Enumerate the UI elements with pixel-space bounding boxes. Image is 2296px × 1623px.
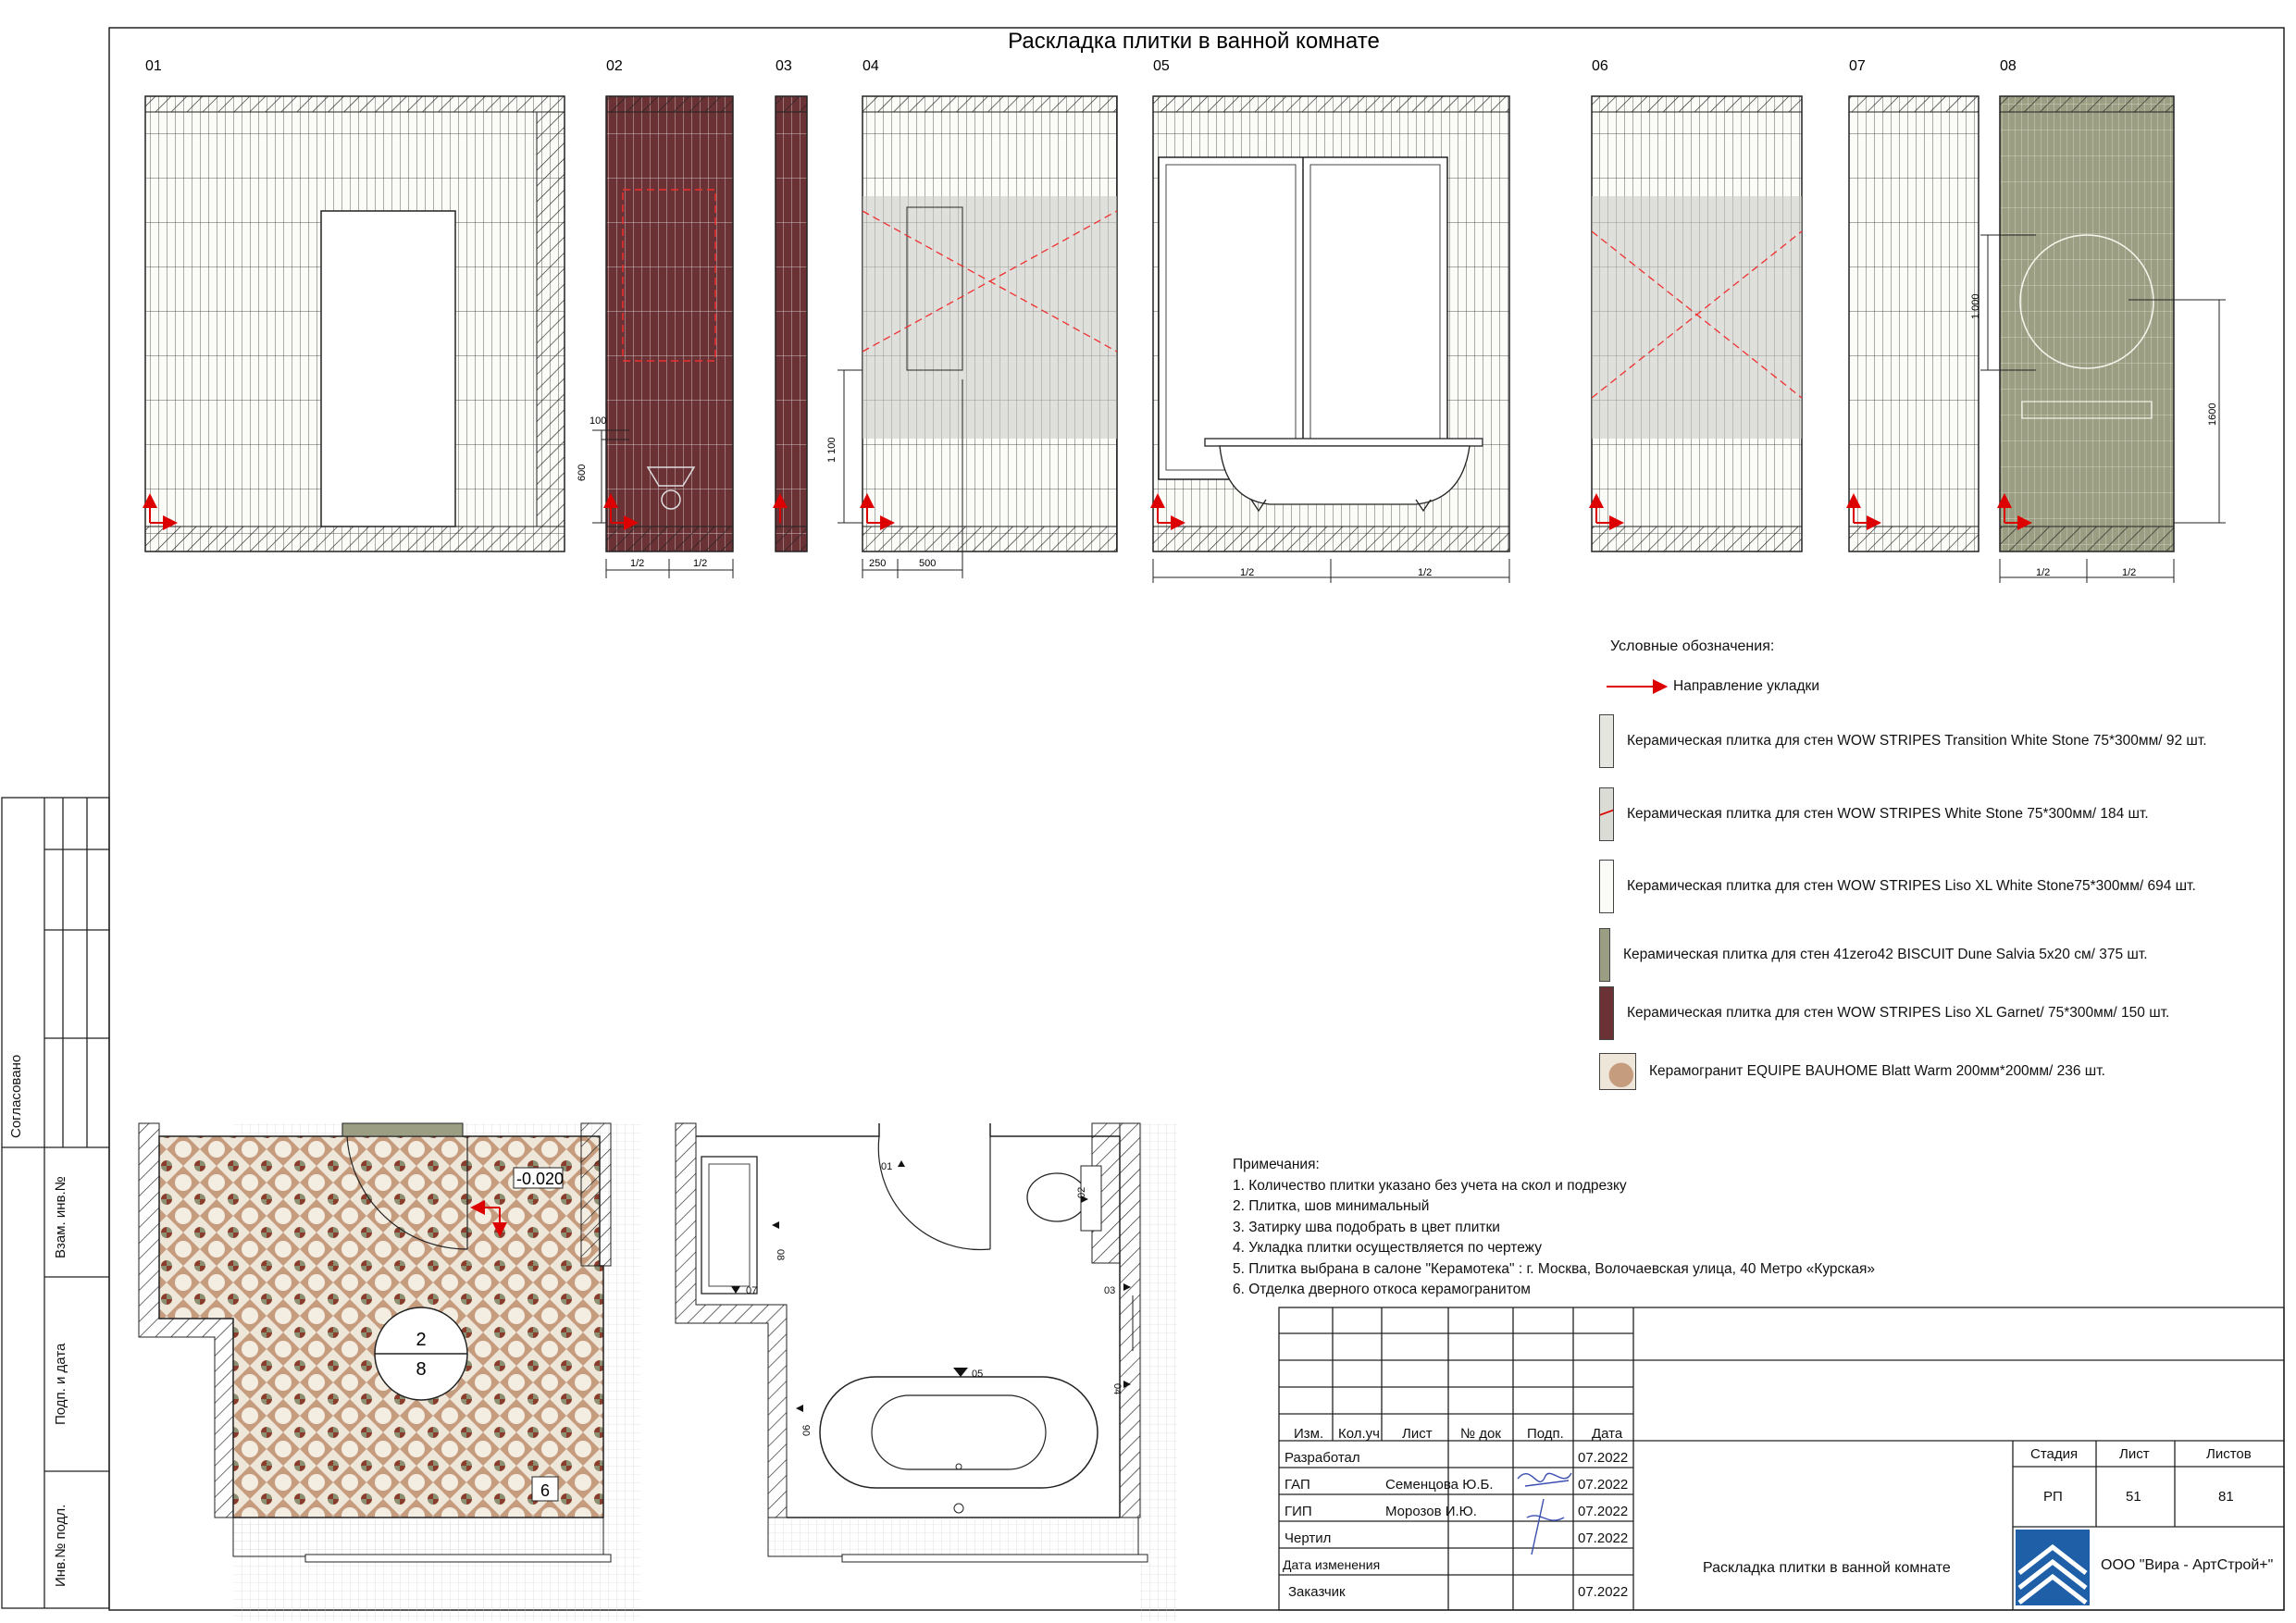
legend-item-label: Керамогранит EQUIPE BAUHOME Blatt Warm 200мм*200мм/ 236 шт. xyxy=(1649,1063,2105,1079)
stamp-inv-orig: Инв.№ подл. xyxy=(53,1504,68,1587)
dim-08-1600: 1600 xyxy=(2207,403,2218,426)
legend-item-3 xyxy=(1599,859,2196,914)
notes xyxy=(1233,1155,1875,1301)
tb-sheets-label: Листов xyxy=(2206,1446,2252,1462)
tb-stage-label: Стадия xyxy=(2030,1446,2079,1462)
view-marker-02: 02 xyxy=(1076,1186,1087,1198)
legend-item-label: Керамическая плитка для стен WOW STRIPES Liso XL Garnet/ 75*300мм/ 150 шт. xyxy=(1627,1005,2170,1021)
note-2: 2. Плитка, шов минимальный xyxy=(1233,1198,1430,1214)
view-marker-06: 06 xyxy=(801,1424,813,1436)
tb-stage: РП xyxy=(2043,1489,2063,1505)
elevation-label-07: 07 xyxy=(1849,58,1866,74)
view-marker-08: 08 xyxy=(775,1249,786,1261)
elevation-label-02: 02 xyxy=(606,58,623,74)
dim-04-250: 250 xyxy=(869,558,887,569)
note-4: 4. Укладка плитки осуществляется по чертежу xyxy=(1233,1240,1542,1256)
swatch-transition-white xyxy=(1599,714,1614,768)
section-marker-bottom: 8 xyxy=(416,1359,427,1380)
legend-header: Условные обозначения: xyxy=(1610,638,1775,654)
arrow-icon xyxy=(1599,679,1673,694)
tb-role-change-date: Дата изменения xyxy=(1283,1557,1381,1572)
section-marker-top: 2 xyxy=(416,1330,427,1350)
view-marker-03: 03 xyxy=(1104,1285,1116,1296)
legend-item-label: Керамическая плитка для стен WOW STRIPES Liso XL White Stone75*300мм/ 694 шт. xyxy=(1627,878,2196,894)
elevation-04 xyxy=(826,96,1117,578)
elevation-label-05: 05 xyxy=(1153,58,1170,74)
view-marker-05: 05 xyxy=(972,1369,984,1380)
notes-header: Примечания: xyxy=(1233,1157,1320,1172)
legend-item-label: Керамическая плитка для стен WOW STRIPES White Stone 75*300мм/ 184 шт. xyxy=(1627,806,2149,822)
legend-item-5 xyxy=(1599,985,2169,1041)
tb-name-gip: Морозов И.Ю. xyxy=(1385,1504,1477,1519)
tb-date-gip: 07.2022 xyxy=(1578,1504,1629,1519)
elevation-03 xyxy=(776,96,807,551)
tb-date-developer: 07.2022 xyxy=(1578,1450,1629,1466)
tb-header-date: Дата xyxy=(1592,1426,1623,1442)
elevation-labels xyxy=(145,58,2017,74)
company-logo xyxy=(2016,1530,2090,1605)
note-6: 6. Отделка дверного откоса керамогранитом xyxy=(1233,1282,1531,1297)
stamp-inv-replace: Взам. инв.№ xyxy=(53,1176,68,1258)
tb-header-sign: Подп. xyxy=(1527,1426,1564,1442)
door-opening xyxy=(321,211,455,527)
stamp-agreed: Согласовано xyxy=(8,1054,24,1138)
elevation-05 xyxy=(1153,96,1509,583)
vanity-unit xyxy=(701,1157,757,1294)
elevation-07 xyxy=(1849,96,1979,551)
tb-date-drafter: 07.2022 xyxy=(1578,1530,1629,1546)
tb-date-customer: 07.2022 xyxy=(1578,1584,1629,1600)
note-1: 1. Количество плитки указано без учета на скол и подрезку xyxy=(1233,1177,1627,1194)
tb-role-customer: Заказчик xyxy=(1288,1584,1346,1600)
tb-company: ООО "Вира - АртСтрой+" xyxy=(2101,1557,2274,1573)
legend-item-2 xyxy=(1599,787,2149,842)
legend-item-4 xyxy=(1599,927,2148,983)
swatch-liso-white xyxy=(1599,860,1614,913)
dim-02-half-right: 1/2 xyxy=(693,558,708,569)
elevation-06 xyxy=(1592,96,1802,551)
tb-role-gap: ГАП xyxy=(1285,1477,1310,1493)
view-marker-07: 07 xyxy=(746,1285,758,1296)
bathtub-plan xyxy=(820,1377,1098,1488)
legend-item-6 xyxy=(1599,1044,2105,1099)
dim-08-1000: 1 000 xyxy=(1970,293,1981,319)
tb-role-developer: Разработал xyxy=(1285,1450,1360,1466)
tb-sheet-label: Лист xyxy=(2119,1446,2150,1462)
signature-gap xyxy=(1518,1473,1571,1486)
tb-header-doc: № док xyxy=(1460,1426,1501,1442)
tb-header-list: Лист xyxy=(1402,1426,1433,1442)
view-marker-01: 01 xyxy=(881,1161,893,1172)
furniture-plan xyxy=(676,1123,1177,1621)
dim-05-half-right: 1/2 xyxy=(1418,567,1433,578)
note-3: 3. Затирку шва подобрать в цвет плитки xyxy=(1233,1219,1500,1235)
dim-04-500: 500 xyxy=(919,558,937,569)
drawing-title: Раскладка плитки в ванной комнате xyxy=(1008,29,1380,54)
view-marker-04: 04 xyxy=(1111,1383,1123,1395)
legend-arrow-label: Направление укладки xyxy=(1673,678,1819,694)
note-5: 5. Плитка выбрана в салоне "Керамотека" : г. Москва, Волочаевская улица, 40 Метро «Курская» xyxy=(1233,1260,1876,1277)
dim-08-half-left: 1/2 xyxy=(2036,567,2051,578)
note-ref-label: 6 xyxy=(540,1481,551,1500)
dim-08-half-right: 1/2 xyxy=(2122,567,2137,578)
elevation-08 xyxy=(1970,96,2226,583)
legend-item-1 xyxy=(1599,713,2207,769)
signature-gip xyxy=(1527,1499,1564,1555)
tb-role-drafter: Чертил xyxy=(1285,1530,1332,1546)
tb-sheet: 51 xyxy=(2126,1489,2141,1505)
legend-arrow-row xyxy=(1599,659,1819,714)
tb-date-gap: 07.2022 xyxy=(1578,1477,1629,1493)
elevation-label-01: 01 xyxy=(145,58,162,74)
legend-item-label: Керамическая плитка для стен 41zero42 BISCUIT Dune Salvia 5х20 см/ 375 шт. xyxy=(1623,947,2148,962)
dim-02-600: 600 xyxy=(577,464,588,481)
dim-04-1100: 1 100 xyxy=(826,437,838,463)
elevation-label-06: 06 xyxy=(1592,58,1608,74)
tb-name-gap: Семенцова Ю.Б. xyxy=(1385,1477,1494,1493)
floor-level-label: -0.020 xyxy=(516,1170,565,1188)
tb-header-izm: Изм. xyxy=(1294,1426,1324,1442)
swatch-white-stone xyxy=(1599,787,1614,841)
floor-tile-plan xyxy=(139,1123,641,1621)
tb-drawing-title: Раскладка плитки в ванной комнате xyxy=(1703,1560,1951,1576)
swatch-garnet xyxy=(1599,986,1614,1040)
dim-02-half-left: 1/2 xyxy=(630,558,645,569)
elevation-label-08: 08 xyxy=(2000,58,2017,74)
dim-05-half-left: 1/2 xyxy=(1240,567,1255,578)
swatch-biscuit-salvia xyxy=(1599,928,1610,982)
stamp-sign-date: Подп. и дата xyxy=(53,1343,68,1425)
tb-sheets: 81 xyxy=(2218,1489,2234,1505)
tb-role-gip: ГИП xyxy=(1285,1504,1312,1519)
elevation-01 xyxy=(145,96,565,551)
elevation-label-04: 04 xyxy=(863,58,879,74)
dim-02-100: 100 xyxy=(590,415,607,427)
swatch-bauhome-blatt xyxy=(1599,1053,1636,1090)
tb-header-kol: Кол.уч xyxy=(1338,1426,1380,1442)
elevation-02 xyxy=(577,96,733,578)
elevation-label-03: 03 xyxy=(776,58,792,74)
legend-item-label: Керамическая плитка для стен WOW STRIPES Transition White Stone 75*300мм/ 92 шт. xyxy=(1627,733,2207,749)
